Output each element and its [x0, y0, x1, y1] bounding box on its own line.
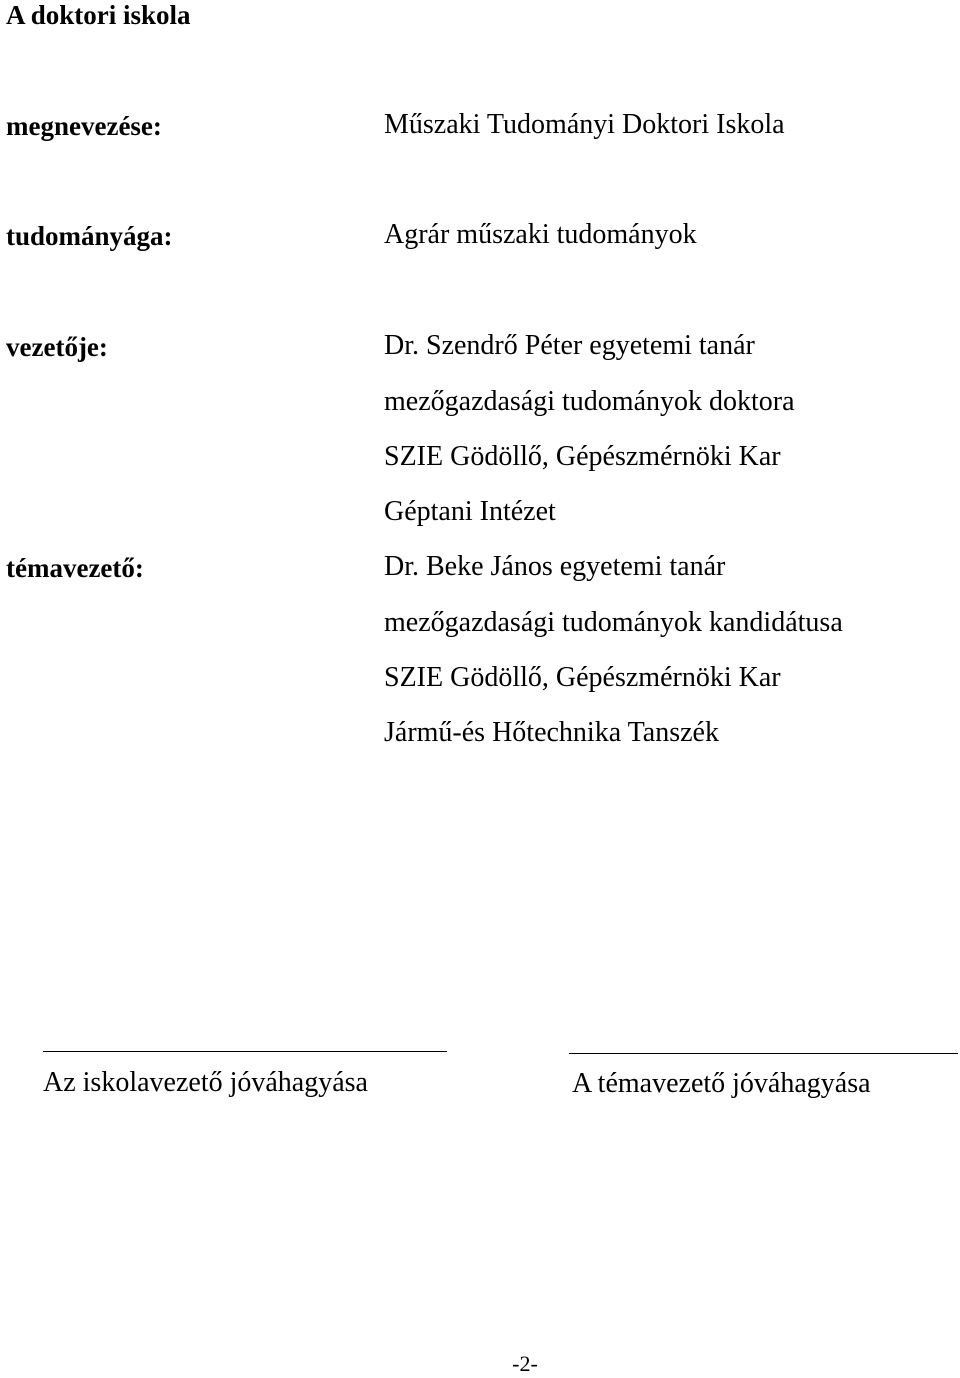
head-line: mezőgazdasági tudományok doktora [384, 386, 795, 417]
supervisor-line: Jármű-és Hőtechnika Tanszék [384, 717, 719, 748]
field-label-discipline: tudományága: [6, 221, 173, 251]
head-line: Dr. Szendrő Péter egyetemi tanár [384, 330, 755, 361]
signature-line-left [43, 1051, 447, 1052]
supervisor-line: mezőgazdasági tudományok kandidátusa [384, 607, 843, 638]
head-line: SZIE Gödöllő, Gépészmérnöki Kar [384, 441, 781, 472]
field-value-name: Műszaki Tudományi Doktori Iskola [384, 109, 785, 140]
document-heading: A doktori iskola [6, 0, 191, 30]
signature-caption-right: A témavezető jóváhagyása [572, 1068, 871, 1099]
supervisor-line: Dr. Beke János egyetemi tanár [384, 551, 726, 582]
field-value-discipline: Agrár műszaki tudományok [384, 219, 697, 250]
signature-line-right [569, 1053, 958, 1054]
page-number: -2- [512, 1351, 538, 1376]
supervisor-line: SZIE Gödöllő, Gépészmérnöki Kar [384, 662, 781, 693]
field-label-name: megnevezése: [6, 111, 162, 141]
head-line: Géptani Intézet [384, 496, 556, 527]
signature-caption-left: Az iskolavezető jóváhagyása [43, 1067, 368, 1098]
field-label-head: vezetője: [6, 332, 108, 362]
field-label-supervisor: témavezető: [6, 553, 144, 583]
